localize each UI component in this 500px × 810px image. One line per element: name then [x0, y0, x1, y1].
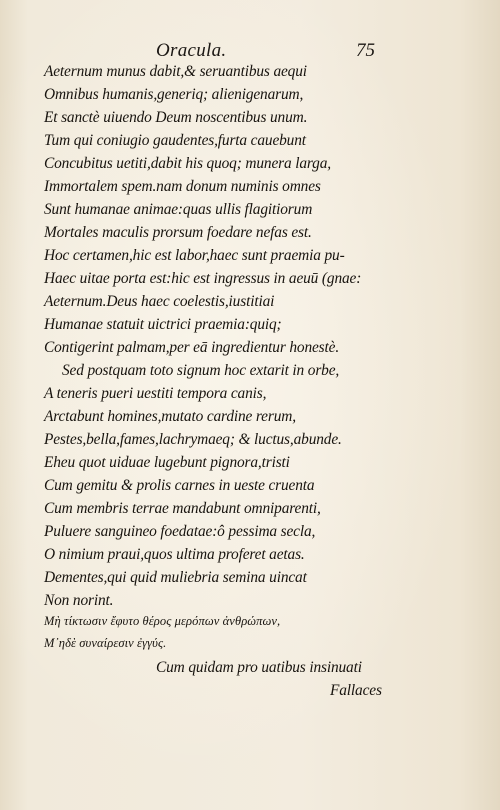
verse-line: Et sanctè uiuendo Deum noscentibus unum.: [44, 109, 308, 126]
verse-line: O nimium praui,quos ultima proferet aetas.: [44, 546, 305, 563]
greek-verse-line: Μ᾽ηδὲ συναίρεσιν ἐγγύς.: [44, 636, 167, 650]
verse-line: Aeternum munus dabit,& seruantibus aequi: [44, 63, 307, 80]
page-number: 75: [356, 40, 375, 61]
verse-line: Pestes,bella,fames,lachrymaeq; & luctus,abunde.: [44, 431, 342, 448]
verse-line: Dementes,qui quid muliebria semina uincat: [44, 569, 307, 586]
catchword: Fallaces: [330, 682, 382, 699]
verse-line: Sunt humanae animae:quas ullis flagitiorum: [44, 201, 313, 218]
verse-line: Haec uitae porta est:hic est ingressus in aeuū (gnae:: [44, 270, 362, 287]
greek-verse-line: Μὴ τίκτωσιν ἔφυτο θέρος μερόπων ἀνθρώπων,: [44, 614, 281, 628]
verse-line: Tum qui coniugio gaudentes,furta cauebunt: [44, 132, 306, 149]
verse-line: Puluere sanguineo foedatae:ô pessima secla,: [44, 523, 316, 540]
closing-line: Cum quidam pro uatibus insinuati: [156, 659, 362, 676]
verse-line: Sed postquam toto signum hoc extarit in orbe,: [62, 362, 340, 379]
verse-line: Hoc certamen,hic est labor,haec sunt praemia pu-: [44, 247, 345, 264]
verse-line: Cum membris terrae mandabunt omniparenti,: [44, 500, 321, 517]
verse-line: Arctabunt homines,mutato cardine rerum,: [44, 408, 296, 425]
verse-line: Non norint.: [44, 592, 114, 609]
verse-line: Concubitus uetiti,dabit his quoq; munera larga,: [44, 155, 331, 172]
verse-line: Immortalem spem.nam donum numinis omnes: [44, 178, 321, 195]
verse-line: Mortales maculis prorsum foedare nefas est.: [44, 224, 312, 241]
verse-line: Aeternum.Deus haec coelestis,iustitiai: [44, 293, 275, 310]
verse-line: Eheu quot uiduae lugebunt pignora,tristi: [44, 454, 290, 471]
verse-line: Cum gemitu & prolis carnes in ueste cruenta: [44, 477, 315, 494]
verse-line: Contigerint palmam,per eā ingredientur honestè.: [44, 339, 340, 356]
running-head: Oracula.: [156, 40, 227, 61]
verse-line: Humanae statuit uictrici praemia:quiq;: [44, 316, 282, 333]
verse-line: Omnibus humanis,generiq; alienigenarum,: [44, 86, 304, 103]
verse-line: A teneris pueri uestiti tempora canis,: [44, 385, 267, 402]
